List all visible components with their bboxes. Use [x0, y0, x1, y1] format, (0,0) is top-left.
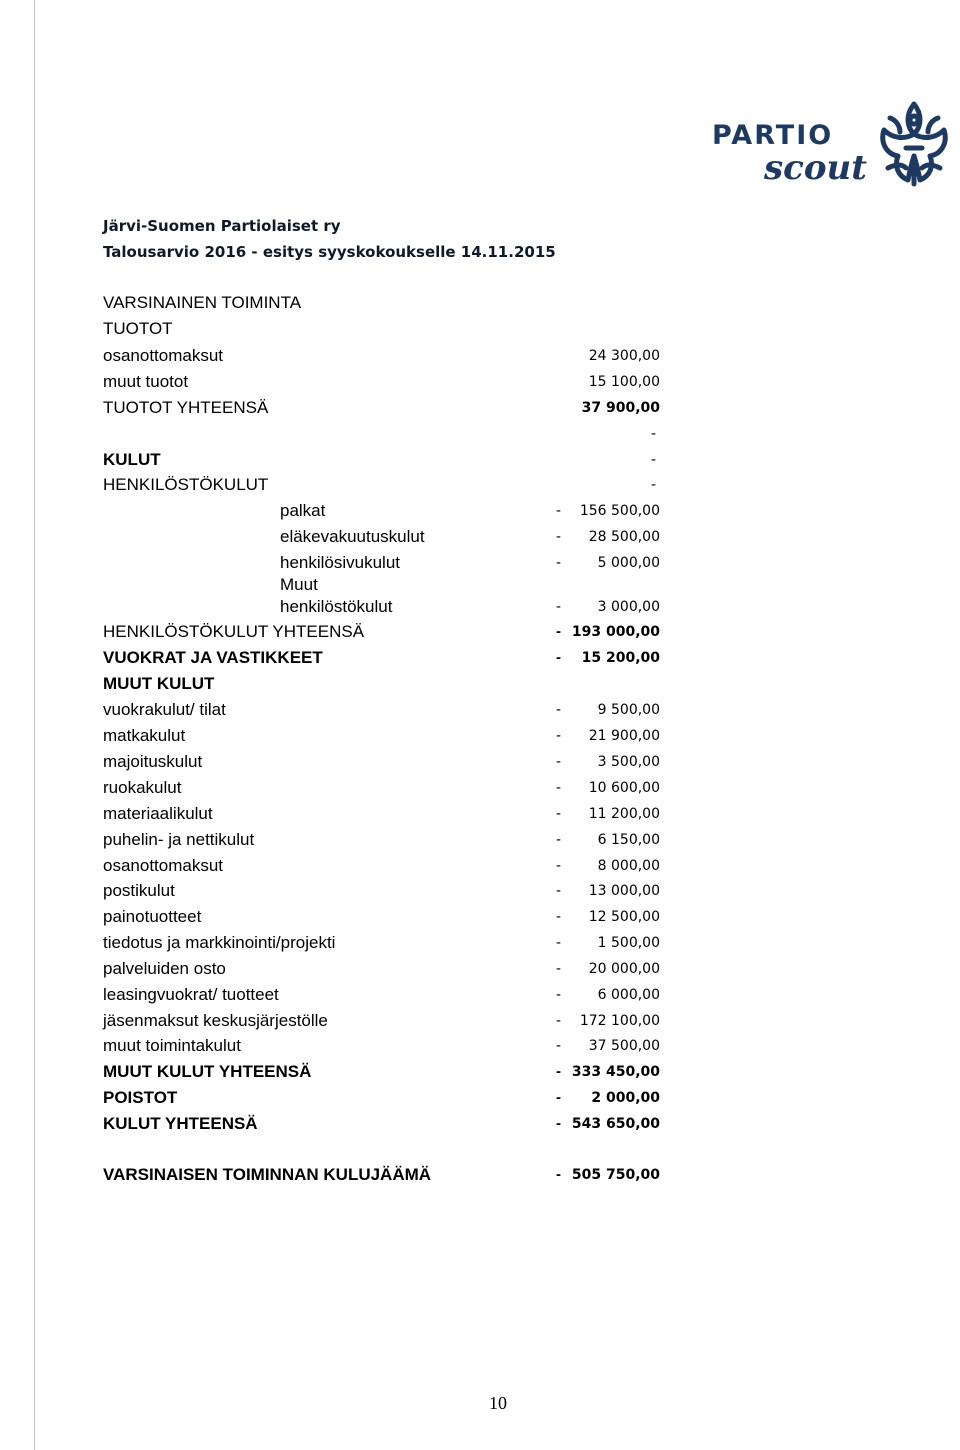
- section-label: HENKILÖSTÖKULUT: [103, 475, 269, 494]
- section-label: TUOTOT: [103, 319, 173, 338]
- budget-title: Talousarvio 2016 - esitys syyskokoukselle 14.11.2015: [103, 243, 556, 261]
- row-value: 543 650,00: [571, 1116, 660, 1132]
- other-total-row: [0, 1061, 960, 1083]
- row-sign: -: [556, 857, 561, 874]
- row-label: KULUT YHTEENSÄ: [103, 1114, 258, 1133]
- costs-total-row: [0, 1113, 960, 1135]
- row-value: 21 900,00: [588, 728, 660, 744]
- row-label: puhelin- ja nettikulut: [103, 830, 255, 849]
- scout-emblem-icon: [870, 98, 958, 190]
- income-row: [0, 371, 960, 393]
- depreciation-row: [0, 1087, 960, 1109]
- empty-marker: -: [651, 476, 656, 493]
- row-value: 15 200,00: [581, 650, 660, 666]
- other-cost-row: [0, 751, 960, 773]
- row-sign: -: [556, 727, 561, 744]
- row-sign: -: [556, 701, 561, 718]
- row-value: 156 500,00: [579, 503, 660, 519]
- empty-marker: -: [651, 425, 656, 442]
- row-label: materiaalikulut: [103, 804, 213, 823]
- row-label: majoituskulut: [103, 752, 203, 771]
- row-label: muut tuotot: [103, 372, 189, 391]
- row-label: jäsenmaksut keskusjärjestölle: [103, 1011, 328, 1030]
- section-label: VARSINAINEN TOIMINTA: [103, 293, 302, 312]
- row-value: 15 100,00: [588, 374, 660, 390]
- row-value: 10 600,00: [588, 780, 660, 796]
- other-cost-row: [0, 803, 960, 825]
- row-label: VUOKRAT JA VASTIKKEET: [103, 648, 323, 667]
- other-cost-row: [0, 725, 960, 747]
- section-heading-henkilostokulut: [0, 474, 960, 496]
- page-number: 10: [489, 1393, 507, 1413]
- row-sign: -: [556, 753, 561, 770]
- logo-word-scout: scout: [764, 148, 867, 188]
- row-sign: -: [556, 528, 561, 545]
- row-value: 24 300,00: [588, 348, 660, 364]
- row-sign: -: [556, 831, 561, 848]
- row-label: VARSINAISEN TOIMINNAN KULUJÄÄMÄ: [103, 1165, 432, 1184]
- section-heading-kulut: [0, 449, 960, 471]
- section-heading-varsinainen: [0, 292, 960, 314]
- section-heading-muut-kulut: [0, 673, 960, 695]
- partio-scout-logo: [712, 98, 960, 194]
- rent-row: [0, 647, 960, 669]
- row-label: painotuotteet: [103, 907, 202, 926]
- other-cost-row: [0, 1035, 960, 1057]
- row-value: 20 000,00: [588, 961, 660, 977]
- other-cost-row: [0, 932, 960, 954]
- row-label: ruokakulut: [103, 778, 182, 797]
- row-label: osanottomaksut: [103, 856, 224, 875]
- row-sign: -: [556, 1115, 561, 1132]
- row-sign: -: [556, 908, 561, 925]
- row-value: 5 000,00: [597, 555, 660, 571]
- row-sign: -: [556, 986, 561, 1003]
- staff-cost-row: [0, 526, 960, 548]
- row-sign: -: [556, 554, 561, 571]
- row-value: 505 750,00: [571, 1167, 660, 1183]
- other-cost-row: [0, 829, 960, 851]
- row-sign: -: [556, 960, 561, 977]
- row-sign: -: [556, 1089, 561, 1106]
- row-value: 8 000,00: [597, 858, 660, 874]
- row-sign: -: [556, 502, 561, 519]
- row-value: 9 500,00: [597, 702, 660, 718]
- row-label: henkilöstökulut: [280, 597, 393, 616]
- income-row: [0, 345, 960, 367]
- row-sign: -: [556, 934, 561, 951]
- row-value: 193 000,00: [571, 624, 660, 640]
- row-sign: -: [556, 1037, 561, 1054]
- row-label: eläkevakuutuskulut: [280, 527, 425, 546]
- row-sign: -: [556, 805, 561, 822]
- other-cost-row: [0, 958, 960, 980]
- row-sign: -: [556, 882, 561, 899]
- row-label: osanottomaksut: [103, 346, 224, 365]
- empty-marker: -: [651, 451, 656, 468]
- row-label: palkat: [280, 501, 326, 520]
- organization-name: Järvi-Suomen Partiolaiset ry: [103, 217, 341, 235]
- row-label: vuokrakulut/ tilat: [103, 700, 226, 719]
- row-label: postikulut: [103, 881, 175, 900]
- row-value: 6 000,00: [597, 987, 660, 1003]
- row-value: 2 000,00: [591, 1090, 660, 1106]
- row-sign: -: [556, 779, 561, 796]
- row-label: HENKILÖSTÖKULUT YHTEENSÄ: [103, 622, 365, 641]
- other-cost-row: [0, 1010, 960, 1032]
- row-label: POISTOT: [103, 1088, 178, 1107]
- other-cost-row: [0, 984, 960, 1006]
- row-value: 1 500,00: [597, 935, 660, 951]
- row-sign: -: [556, 598, 561, 615]
- row-label: leasingvuokrat/ tuotteet: [103, 985, 279, 1004]
- staff-cost-row-line1: [0, 574, 960, 596]
- row-label: Muut: [280, 575, 318, 594]
- row-label: palveluiden osto: [103, 959, 226, 978]
- row-sign: -: [556, 1063, 561, 1080]
- row-value: 12 500,00: [588, 909, 660, 925]
- section-label: KULUT: [103, 450, 161, 469]
- row-value: 37 500,00: [588, 1038, 660, 1054]
- section-label: MUUT KULUT: [103, 674, 215, 693]
- other-cost-row: [0, 855, 960, 877]
- other-cost-row: [0, 880, 960, 902]
- section-heading-tuotot: [0, 318, 960, 340]
- staff-cost-row: [0, 552, 960, 574]
- row-label: tiedotus ja markkinointi/projekti: [103, 933, 336, 952]
- row-value: 3 500,00: [597, 754, 660, 770]
- row-label: MUUT KULUT YHTEENSÄ: [103, 1062, 312, 1081]
- row-value: 3 000,00: [597, 599, 660, 615]
- row-label: matkakulut: [103, 726, 186, 745]
- row-label: TUOTOT YHTEENSÄ: [103, 398, 269, 417]
- row-value: 13 000,00: [588, 883, 660, 899]
- row-sign: -: [556, 1012, 561, 1029]
- row-label: henkilösivukulut: [280, 553, 401, 572]
- other-cost-row: [0, 777, 960, 799]
- staff-cost-row: [0, 596, 960, 618]
- staff-cost-row: [0, 500, 960, 522]
- row-value: 6 150,00: [597, 832, 660, 848]
- other-cost-row: [0, 906, 960, 928]
- row-sign: -: [556, 1166, 561, 1183]
- logo-word-partio: PARTIO: [712, 120, 834, 151]
- row-value: 11 200,00: [588, 806, 660, 822]
- income-total-row: [0, 397, 960, 419]
- row-sign: -: [556, 623, 561, 640]
- result-row: [0, 1164, 960, 1186]
- row-label: muut toimintakulut: [103, 1036, 241, 1055]
- row-value: 37 900,00: [581, 400, 660, 416]
- row-value: 172 100,00: [579, 1013, 660, 1029]
- staff-total-row: [0, 621, 960, 643]
- row-sign: -: [556, 649, 561, 666]
- other-cost-row: [0, 699, 960, 721]
- row-value: 28 500,00: [588, 529, 660, 545]
- row-value: 333 450,00: [571, 1064, 660, 1080]
